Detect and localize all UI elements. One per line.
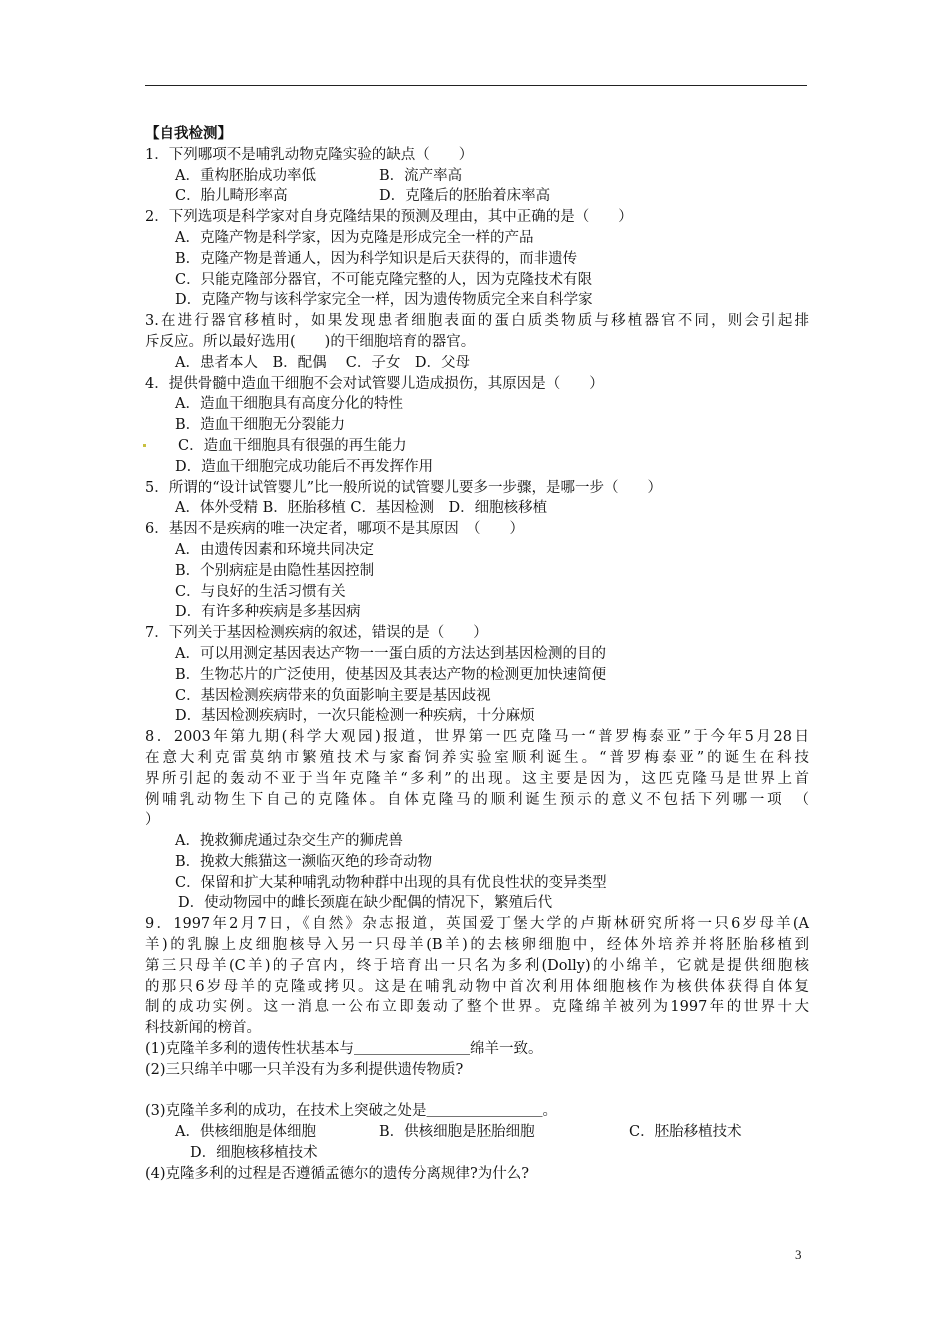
question-7-stem: 7．下列关于基因检测疾病的叙述，错误的是（ ）	[145, 625, 488, 642]
question-7-option-a: A．可以用测定基因表达产物一一蛋白质的方法达到基因检测的目的	[175, 645, 606, 662]
question-1-options-row2	[145, 186, 809, 207]
question-9-sub-2: (2)三只绵羊中哪一只羊没有为多利提供遗传物质?	[145, 1061, 464, 1078]
question-9-sub-3-options-row1	[145, 1122, 809, 1143]
section-heading: 【自我检测】	[145, 125, 232, 142]
question-9-sub-4: (4)克隆多利的过程是否遵循孟德尔的遗传分离规律?为什么?	[145, 1165, 530, 1182]
question-2-stem: 2．下列选项是科学家对自身克隆结果的预测及理由，其中正确的是（ ）	[145, 209, 633, 226]
question-8-option-b: B．挽救大熊猫这一濒临灭绝的珍奇动物	[175, 853, 433, 870]
question-2-option-b: B．克隆产物是普通人，因为科学知识是后天获得的，而非遗传	[175, 250, 578, 267]
question-8-stem-line1: 8．2003年第九期(科学大观园)报道，世界第一匹克隆马一“普罗梅泰亚”于今年5月28日	[145, 729, 809, 746]
question-8-stem-line2: 在意大利克雷莫纳市繁殖技术与家畜饲养实验室顺利诞生。“普罗梅泰亚”的诞生在科技	[145, 749, 809, 766]
question-8-option-c: C．保留和扩大某种哺乳动物种群中出现的具有优良性状的变异类型	[175, 874, 607, 891]
question-7-option-c: C．基因检测疾病带来的负面影响主要是基因歧视	[175, 687, 491, 704]
question-1-options-row1	[145, 166, 809, 187]
question-9-stem-line4: 的那只6岁母羊的克隆或拷贝。这是在哺乳动物中首次利用体细胞核作为核供体获得自体复	[145, 978, 809, 995]
question-9-stem-line2: 羊)的乳腺上皮细胞核导入另一只母羊(B羊)的去核卵细胞中，经体外培养并将胚胎移植到	[145, 937, 809, 954]
question-1-option-a: A．重构胚胎成功率低	[175, 167, 316, 184]
question-5-stem: 5．所谓的“设计试管婴儿”比一般所说的试管婴儿要多一步骤，是哪一步（ ）	[145, 479, 663, 496]
question-1-stem: 1．下列哪项不是哺乳动物克隆实验的缺点（ ）	[145, 146, 474, 163]
question-1-option-d: D．克隆后的胚胎着床率高	[379, 188, 551, 205]
question-4-option-b: B．造血干细胞无分裂能力	[175, 417, 346, 434]
question-9-sub-1: (1)克隆羊多利的遗传性状基本与＿＿＿＿＿＿＿＿绵羊一致。	[145, 1041, 543, 1058]
question-6-option-c: C．与良好的生活习惯有关	[175, 583, 346, 600]
page-number: 3	[795, 1247, 802, 1262]
question-3-stem-line1: 3.在进行器官移植时，如果发现患者细胞表面的蛋白质类物质与移植器官不同，则会引起排	[145, 313, 809, 330]
question-7-option-b: B．生物芯片的广泛使用，使基因及其表达产物的检测更加快速简便	[175, 666, 607, 683]
question-8-option-a: A．挽救狮虎通过杂交生产的狮虎兽	[175, 833, 403, 850]
question-1-option-c: C．胎儿畸形率高	[175, 188, 288, 205]
question-9-sub-3-option-b: B．供核细胞是胚胎细胞	[379, 1124, 535, 1141]
question-2-option-d: D．克隆产物与该科学家完全一样，因为遗传物质完全来自科学家	[175, 292, 593, 309]
question-9-stem-line5: 制的成功实例。这一消息一公布立即轰动了整个世界。克隆绵羊被列为1997年的世界十大	[145, 999, 809, 1016]
question-9-stem-line6: 科技新闻的榜首。	[145, 1020, 261, 1037]
question-4-option-c: C．造血干细胞具有很强的再生能力	[178, 437, 407, 454]
question-6-stem: 6．基因不是疾病的唯一决定者，哪项不是其原因 （ ）	[145, 521, 524, 538]
question-9-sub-3-option-c: C．胚胎移植技术	[629, 1124, 742, 1141]
header-rule	[145, 85, 807, 86]
question-1-option-b: B．流产率高	[379, 167, 463, 184]
question-9-stem-line1: 9．1997年2月7日，《自然》杂志报道，英国爱丁堡大学的卢斯林研究所将一只6岁母羊(A	[145, 916, 809, 933]
question-3-stem-line2: 斥反应。所以最好选用( )的干细胞培育的器官。	[145, 333, 476, 350]
question-4-option-a: A．造血干细胞具有高度分化的特性	[175, 396, 403, 413]
question-8-option-d: D．使动物园中的雌长颈鹿在缺少配偶的情况下，繁殖后代	[178, 895, 553, 912]
question-4-stem: 4．提供骨髓中造血干细胞不会对试管婴儿造成损伤，其原因是（ ）	[145, 375, 604, 392]
question-7-option-d: D．基因检测疾病时，一次只能检测一种疾病，十分麻烦	[175, 708, 535, 725]
question-2-option-a: A．克隆产物是科学家，因为克隆是形成完全一样的产品	[175, 229, 534, 246]
question-4-option-d: D．造血干细胞完成功能后不再发挥作用	[175, 458, 434, 475]
question-2-option-c: C．只能克隆部分器官，不可能克隆完整的人，因为克隆技术有限	[175, 271, 593, 288]
self-test-section	[145, 124, 809, 1185]
question-9-sub-3-option-d: D．细胞核移植技术	[190, 1145, 318, 1162]
question-6-option-a: A．由遗传因素和环境共同决定	[175, 541, 374, 558]
question-6-option-d: D．有许多种疾病是多基因病	[175, 604, 361, 621]
question-8-stem-line5: ）	[145, 812, 160, 829]
question-9-sub-3-option-a: A．供核细胞是体细胞	[175, 1124, 316, 1141]
question-9-sub-3: (3)克隆羊多利的成功，在技术上突破之处是＿＿＿＿＿＿＿＿。	[145, 1103, 558, 1120]
question-9-stem-line3: 第三只母羊(C羊)的子宫内，终于培育出一只名为多利(Dolly)的小绵羊，它就是提供细胞核	[145, 957, 809, 974]
stray-mark-dot	[143, 444, 146, 447]
question-5-options: A．体外受精 B．胚胎移植 C．基因检测 D．细胞核移植	[175, 500, 548, 517]
question-3-options: A．患者本人 B．配偶 C．子女 D．父母	[175, 354, 470, 371]
question-8-stem-line3: 界所引起的轰动不亚于当年克隆羊“多利”的出现。这主要是因为，这匹克隆马是世界上首	[145, 770, 809, 787]
question-8-stem-line4: 例哺乳动物生下自己的克隆体。自体克隆马的顺利诞生预示的意义不包括下列哪一项 （	[145, 791, 809, 808]
question-6-option-b: B．个别病症是由隐性基因控制	[175, 562, 375, 579]
answer-space	[145, 1081, 809, 1102]
